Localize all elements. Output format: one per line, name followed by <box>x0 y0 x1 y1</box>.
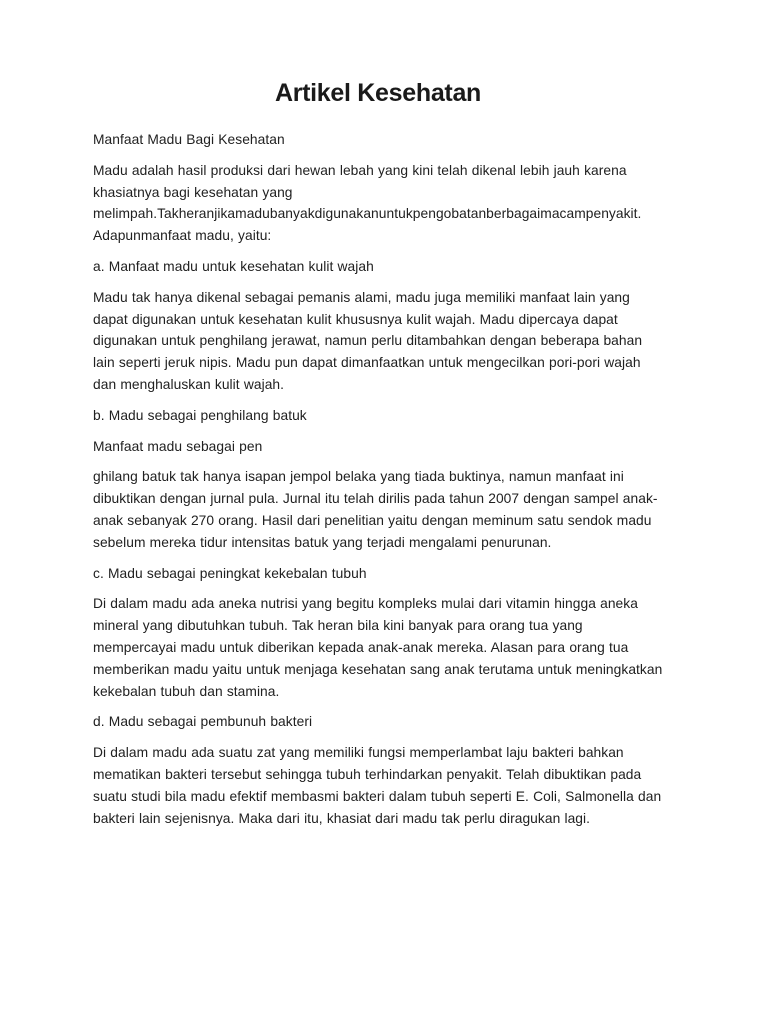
article-title: Artikel Kesehatan <box>274 79 482 107</box>
section-d-body: Di dalam madu ada suatu zat yang memiliki fungsi memperlambat laju bakteri bahkan mematikan bakteri tersebut sehingga tubuh terhindarkan penyakit. Telah dibuktikan pada suatu studi bila madu efektif membasmi bakteri dalam tubuh seperti E. Coli, Salmonella dan bakteri lain sejenisnya. Maka dari itu, khasiat dari madu tak perlu diragukan lagi. <box>93 745 662 826</box>
section-c-heading: c. Madu sebagai peningkat kekebalan tubuh <box>93 565 367 581</box>
section-b-heading: b. Madu sebagai penghilang batuk <box>93 407 307 423</box>
section-d-heading: d. Madu sebagai pembunuh bakteri <box>93 714 313 730</box>
section-a-body: Madu tak hanya dikenal sebagai pemanis alami, madu juga memiliki manfaat lain yang dapat digunakan untuk kesehatan kulit khususnya kulit wajah. Madu dipercaya dapat digunakan untuk penghilang jerawat, namun perlu ditambahkan dengan beberapa bahan lain seperti jeruk nipis. Madu pun dapat dimanfaatkan untuk mengecilkan pori-pori wajah dan menghaluskan kulit wajah. <box>93 289 643 392</box>
section-b-body: ghilang batuk tak hanya isapan jempol belaka yang tiada buktinya, namun manfaat ini dibuktikan dengan jurnal pula. Jurnal itu telah dirilis pada tahun 2007 dengan sampel anak-anak sebanyak 270 orang. Hasil dari penelitian yaitu dengan meminum satu sendok madu sebelum mereka tidur intensitas batuk yang terjadi mengalami penurunan. <box>93 469 658 550</box>
article-subtitle: Manfaat Madu Bagi Kesehatan <box>93 132 285 147</box>
section-b-lead: Manfaat madu sebagai pen <box>93 438 263 454</box>
section-a-heading: a. Manfaat madu untuk kesehatan kulit wajah <box>93 258 374 274</box>
section-c-body: Di dalam madu ada aneka nutrisi yang begitu kompleks mulai dari vitamin hingga aneka mineral yang dibutuhkan tubuh. Tak heran bila kini banyak para orang tua yang mempercayai madu untuk diberikan kepada anak-anak mereka. Alasan para orang tua memberikan madu yaitu untuk menjaga kesehatan sang anak terutama untuk meningkatkan kekebalan tubuh dan stamina. <box>93 596 663 699</box>
intro-paragraph: Madu adalah hasil produksi dari hewan lebah yang kini telah dikenal lebih jauh karena khasiatnya bagi kesehatan yang melimpah.Takheranjikamadubanyakdigunakanuntukpengobatanberbagaimacampenyakit. Adapunmanfaat madu, yaitu: <box>93 162 642 244</box>
